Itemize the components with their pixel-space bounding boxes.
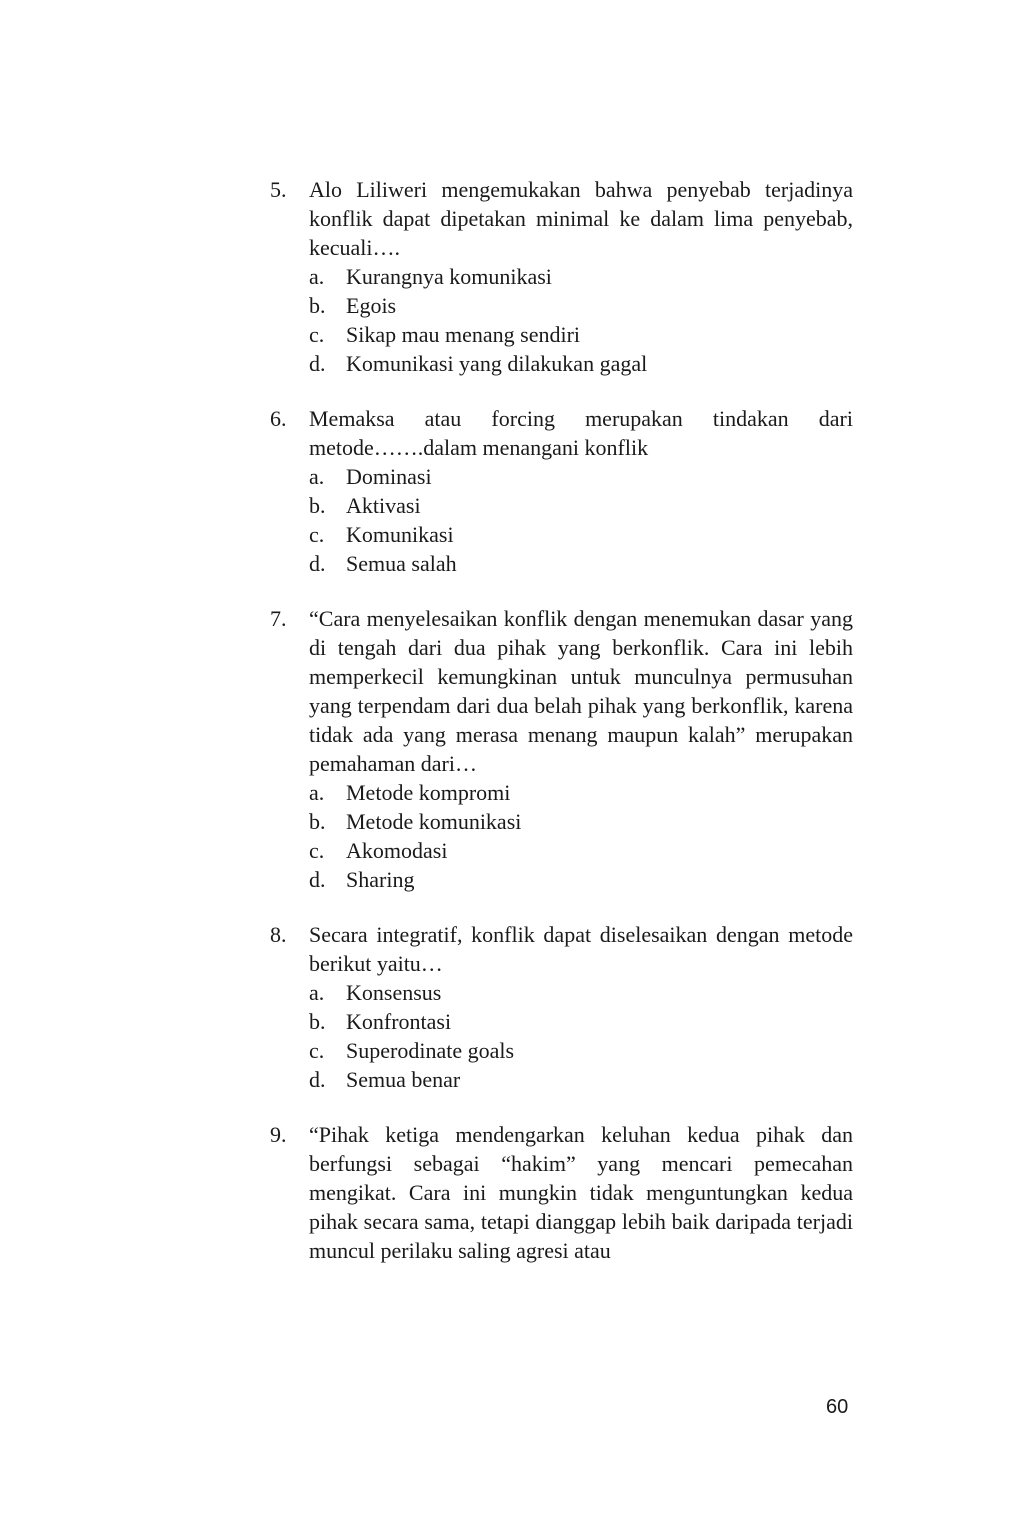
- option-letter: d.: [309, 1067, 326, 1092]
- question-list: [270, 175, 853, 1291]
- question-number: 8.: [270, 922, 287, 947]
- answer-options: [309, 262, 853, 378]
- question-item: [270, 920, 853, 1094]
- answer-option: [309, 320, 853, 349]
- option-letter: c.: [309, 522, 325, 547]
- question-item: [270, 404, 853, 578]
- option-letter: a.: [309, 264, 325, 289]
- answer-options: [309, 978, 853, 1094]
- question-number: 7.: [270, 606, 287, 631]
- option-letter: d.: [309, 867, 326, 892]
- question-item: [270, 604, 853, 894]
- question-number: 6.: [270, 406, 287, 431]
- option-text: Semua benar: [346, 1067, 461, 1092]
- question-number: 5.: [270, 177, 287, 202]
- answer-options: [309, 462, 853, 578]
- option-text: Konsensus: [346, 980, 442, 1005]
- option-text: Metode komunikasi: [346, 809, 522, 834]
- option-text: Superodinate goals: [346, 1038, 515, 1063]
- option-text: Kurangnya komunikasi: [346, 264, 552, 289]
- option-letter: a.: [309, 980, 325, 1005]
- option-text: Semua salah: [346, 551, 457, 576]
- question-text: “Pihak ketiga mendengarkan keluhan kedua pihak dan berfungsi sebagai “hakim” yang mencari pemecahan mengikat. Cara ini mungkin tidak menguntungkan kedua pihak secara sama, tetapi dianggap lebih baik daripada terjadi muncul perilaku saling agresi atau: [309, 1122, 853, 1263]
- answer-option: [309, 778, 853, 807]
- answer-option: [309, 520, 853, 549]
- option-letter: b.: [309, 493, 326, 518]
- answer-option: [309, 462, 853, 491]
- option-letter: a.: [309, 780, 325, 805]
- answer-option: [309, 978, 853, 1007]
- option-letter: b.: [309, 293, 326, 318]
- answer-option: [309, 491, 853, 520]
- question-number: 9.: [270, 1122, 287, 1147]
- option-text: Komunikasi: [346, 522, 454, 547]
- option-text: Komunikasi yang dilakukan gagal: [346, 351, 648, 376]
- option-letter: d.: [309, 351, 326, 376]
- question-text: “Cara menyelesaikan konflik dengan menemukan dasar yang di tengah dari dua pihak yang berkonflik. Cara ini lebih memperkecil kemungkinan untuk munculnya permusuhan yang terpendam dari dua belah pihak yang berkonflik, karena tidak ada yang merasa menang maupun kalah” merupakan pemahaman dari…: [309, 606, 853, 776]
- option-letter: c.: [309, 322, 325, 347]
- option-letter: b.: [309, 809, 326, 834]
- answer-option: [309, 836, 853, 865]
- option-text: Akomodasi: [346, 838, 448, 863]
- option-letter: a.: [309, 464, 325, 489]
- option-text: Egois: [346, 293, 397, 318]
- option-letter: b.: [309, 1009, 326, 1034]
- answer-option: [309, 807, 853, 836]
- page-number: 60: [826, 1396, 849, 1418]
- answer-option: [309, 262, 853, 291]
- question-text: Memaksa atau forcing merupakan tindakan dari metode…….dalam menangani konflik: [309, 406, 853, 460]
- answer-option: [309, 291, 853, 320]
- option-text: Sharing: [346, 867, 415, 892]
- option-letter: c.: [309, 1038, 325, 1063]
- answer-option: [309, 1036, 853, 1065]
- option-text: Konfrontasi: [346, 1009, 452, 1034]
- question-item: [270, 1120, 853, 1265]
- question-text: Alo Liliweri mengemukakan bahwa penyebab terjadinya konflik dapat dipetakan minimal ke dalam lima penyebab, kecuali….: [309, 177, 853, 260]
- answer-options: [309, 778, 853, 894]
- answer-option: [309, 1007, 853, 1036]
- option-text: Metode kompromi: [346, 780, 511, 805]
- answer-option: [309, 549, 853, 578]
- option-letter: d.: [309, 551, 326, 576]
- answer-option: [309, 349, 853, 378]
- question-item: [270, 175, 853, 378]
- option-text: Dominasi: [346, 464, 432, 489]
- option-text: Aktivasi: [346, 493, 421, 518]
- question-text: Secara integratif, konflik dapat diselesaikan dengan metode berikut yaitu…: [309, 922, 853, 976]
- answer-option: [309, 1065, 853, 1094]
- option-letter: c.: [309, 838, 325, 863]
- answer-option: [309, 865, 853, 894]
- option-text: Sikap mau menang sendiri: [346, 322, 581, 347]
